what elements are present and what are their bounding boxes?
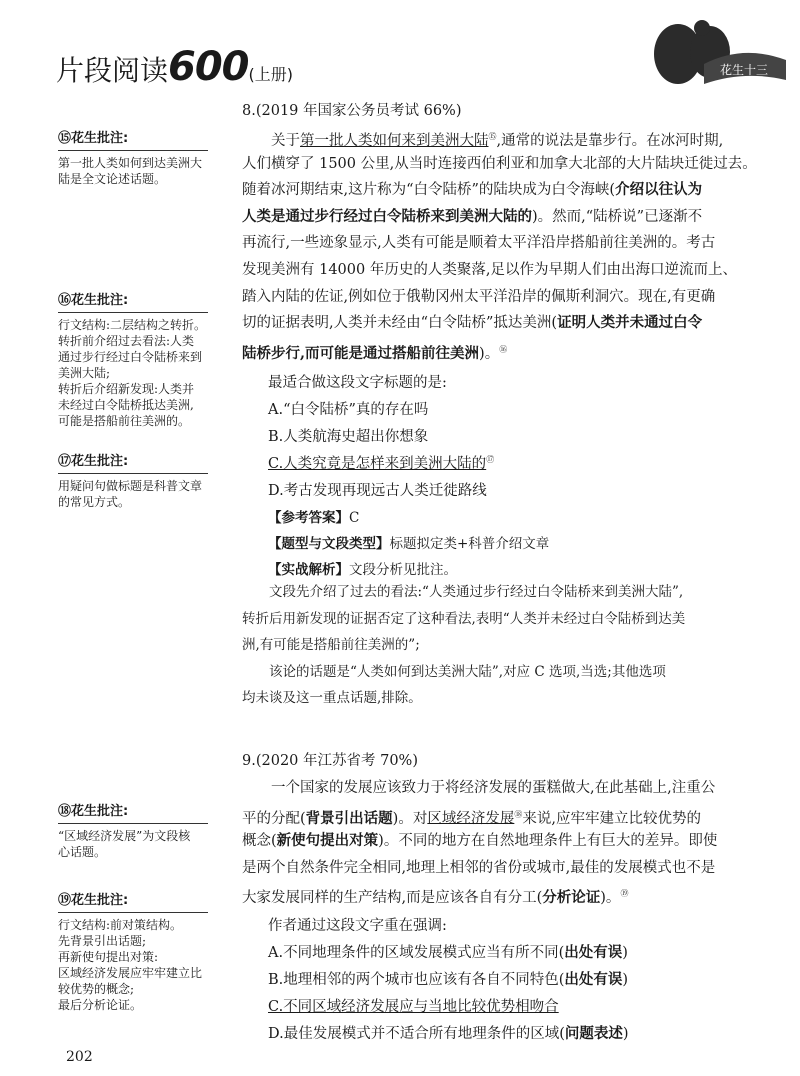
annotation-line: 未经过白令陆桥抵达美洲,: [58, 398, 194, 412]
passage-note: 证明人类并未通过白令: [557, 314, 703, 332]
book-title-number: 600: [168, 44, 249, 90]
annotation-18: [58, 803, 228, 860]
annotation-line: 陆是全文论述话题。: [58, 172, 167, 186]
annotation-marker: ⑯: [499, 344, 508, 354]
explanation-line: 转折后用新发现的证据否定了这种看法,表明“人类并未经过白令陆桥到达美: [242, 610, 686, 627]
passage-topic: 区域经济发展: [427, 810, 515, 827]
annotation-line: 用疑问句做标题是科普文章: [58, 479, 203, 493]
answer-label: 【参考答案】: [268, 510, 349, 526]
passage-text: 来说,应牢牢建立比较优势的: [522, 810, 701, 827]
peanut-logo: [648, 14, 788, 92]
annotation-line: 区域经济发展应牢牢建立比: [58, 966, 203, 980]
option-c: [268, 452, 494, 473]
explanation: [242, 579, 758, 712]
question-9-passage: [242, 775, 758, 908]
logo-text: 花生十三: [719, 63, 769, 77]
annotation-15: [58, 130, 228, 187]
type-label: 【题型与文段类型】: [268, 536, 390, 552]
annotation-19: [58, 892, 228, 1013]
annotation-marker: ⑮: [488, 132, 497, 141]
option-text: C.不同区域经济发展应与当地比较优势相吻合: [268, 999, 559, 1015]
annotation-title: ⑰花生批注:: [58, 453, 208, 474]
passage-note: 新使句提出对策: [276, 832, 379, 850]
annotation-17: [58, 453, 228, 510]
passage-line: 发现美洲有 14000 年历史的人类聚落,足以作为早期人们由出海口逆流而上、: [242, 261, 737, 278]
annotation-line: 第一批人类如何到达美洲大: [58, 156, 203, 170]
answer-line: [268, 506, 359, 526]
passage-note: 人类是通过步行经过白令陆桥来到美洲大陆的: [242, 207, 532, 225]
option-text: ): [622, 945, 628, 961]
book-title: [56, 44, 293, 90]
option-text: B.地理相邻的两个城市也应该有各自不同特色(: [268, 972, 565, 988]
passage-text: )。然而,“陆桥说”已逐渐不: [532, 208, 703, 225]
annotation-line: “区域经济发展”为文段核: [58, 829, 191, 843]
explanation-line: 均未谈及这一重点话题,排除。: [242, 690, 422, 706]
option-text: D.最佳发展模式并不适合所有地理条件的区域(: [268, 1026, 565, 1042]
question-9-prompt: 作者通过这段文字重在强调:: [268, 918, 447, 934]
passage-text: )。: [600, 890, 621, 907]
option-tag: 问题表述: [564, 1025, 623, 1042]
passage-text: 大家发展同样的生产结构,而是应该各自有分工(: [242, 890, 543, 907]
passage-text: ,通常的说法是靠步行。在冰河时期,: [496, 132, 724, 149]
option-text: ): [622, 1026, 629, 1042]
option-d: [268, 1022, 629, 1043]
analysis-value: 文段分析见批注。: [349, 562, 457, 578]
question-9-heading: 9.(2020 年江苏省考 70%): [242, 753, 418, 769]
option-b: B.人类航海史超出你想象: [268, 429, 429, 445]
question-8-prompt: 最适合做这段文字标题的是:: [268, 375, 447, 391]
answer-value: C: [349, 510, 360, 526]
book-title-suffix: (上册): [248, 65, 294, 84]
explanation-line: 该论的话题是“人类如何到达美洲大陆”,对应 C 选项,当选;其他选项: [269, 663, 666, 680]
passage-text: 关于: [271, 132, 300, 149]
page-number: 202: [66, 1049, 93, 1065]
option-b: [268, 968, 628, 989]
explanation-line: 文段先介绍了过去的看法:“人类通过步行经过白令陆桥来到美洲大陆”,: [269, 584, 684, 600]
annotation-title: ⑲花生批注:: [58, 892, 208, 913]
passage-line: 踏入内陆的佐证,例如位于俄勒冈州太平洋沿岸的佩斯利洞穴。现在,有更确: [242, 288, 716, 305]
option-c: [268, 995, 559, 1016]
passage-line: 人们横穿了 1500 公里,从当时连接西伯利亚和加拿大北部的大片陆块迁徙过去。: [242, 155, 757, 172]
annotation-title: ⑯花生批注:: [58, 292, 208, 313]
option-a: [268, 941, 628, 962]
passage-line: 是两个自然条件完全相同,地理上相邻的省份或城市,最佳的发展模式也不是: [242, 859, 716, 876]
passage-line: 再流行,一些迹象显示,人类有可能是顺着太平洋沿岸搭船前往美洲的。考古: [242, 235, 716, 252]
annotation-line: 可能是搭船前往美洲的。: [58, 414, 191, 428]
annotation-line: 较优势的概念;: [58, 982, 135, 996]
passage-text: )。: [479, 345, 500, 362]
passage-note: 陆桥步行,而可能是通过搭船前往美洲: [242, 344, 480, 362]
passage-text: )。不同的地方在自然地理条件上有巨大的差异。即使: [378, 833, 718, 850]
passage-topic: 第一批人类如何来到美洲大陆: [300, 132, 489, 149]
passage-text: 概念(: [242, 833, 277, 850]
annotation-line: 行文结构:二层结构之转折。: [58, 318, 207, 332]
passage-note: 介绍以往认为: [615, 181, 703, 199]
annotation-line: 心话题。: [58, 845, 107, 859]
annotation-title: ⑮花生批注:: [58, 130, 208, 151]
type-line: [268, 532, 549, 552]
annotation-line: 美洲大陆;: [58, 366, 111, 380]
analysis-label: 【实战解析】: [268, 562, 349, 578]
passage-text: 切的证据表明,人类并未经由“白令陆桥”抵达美洲(: [242, 315, 558, 332]
passage-text: )。对: [392, 810, 428, 827]
annotation-line: 通过步行经过白令陆桥来到: [58, 350, 203, 364]
option-d: D.考古发现再现远古人类迁徙路线: [268, 483, 487, 499]
type-value: 标题拟定类+科普介绍文章: [389, 536, 550, 552]
book-title-prefix: 片段阅读: [56, 54, 169, 87]
annotation-line: 转折前介绍过去看法:人类: [58, 334, 195, 348]
option-tag: 出处有误: [564, 971, 623, 988]
annotation-line: 再新使句提出对策:: [58, 950, 159, 964]
question-8-heading: 8.(2019 年国家公务员考试 66%): [242, 103, 462, 119]
option-text: ): [622, 972, 629, 988]
annotation-line: 最后分析论证。: [58, 998, 143, 1012]
question-8-passage: [242, 124, 758, 363]
passage-text: 随着冰河期结束,这片称为“白令陆桥”的陆块成为白令海峡(: [242, 182, 616, 199]
option-text: A.不同地理条件的区域发展模式应当有所不同(: [268, 945, 565, 961]
passage-note: 背景引出话题: [305, 809, 393, 827]
analysis-line: [268, 558, 457, 578]
annotation-line: 转折后介绍新发现:人类并: [58, 382, 195, 396]
annotation-line: 行文结构:前对策结构。: [58, 918, 183, 932]
annotation-line: 的常见方式。: [58, 495, 131, 509]
annotation-16: [58, 292, 228, 429]
passage-line: 一个国家的发展应该致力于将经济发展的蛋糕做大,在此基础上,注重公: [271, 780, 716, 796]
option-tag: 出处有误: [564, 944, 623, 961]
passage-note: 分析论证: [542, 889, 601, 907]
annotation-marker: ⑲: [620, 889, 629, 899]
annotation-marker: ⑰: [486, 455, 495, 465]
explanation-line: 洲,有可能是搭船前往美洲的”;: [242, 637, 420, 653]
annotation-title: ⑱花生批注:: [58, 803, 208, 824]
annotation-marker: ⑱: [514, 809, 523, 819]
annotation-line: 先背景引出话题;: [58, 934, 147, 948]
option-text: C.人类究竟是怎样来到美洲大陆的: [268, 456, 487, 472]
option-a: A.“白令陆桥”真的存在吗: [268, 402, 429, 418]
passage-text: 平的分配(: [242, 810, 306, 827]
